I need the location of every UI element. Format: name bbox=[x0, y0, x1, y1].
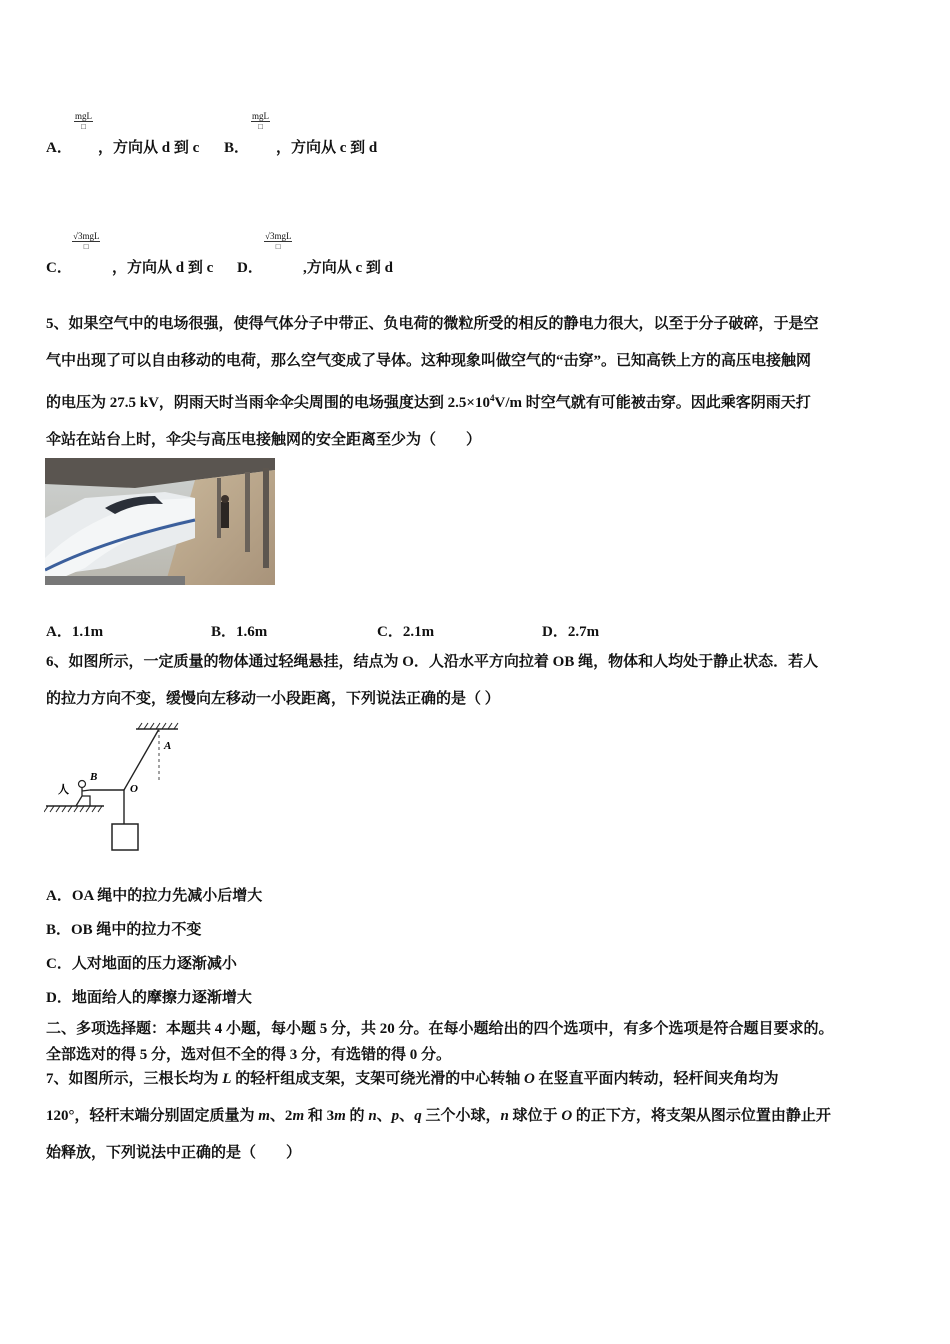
var-o: O bbox=[561, 1108, 573, 1124]
high-speed-train-photo bbox=[45, 458, 275, 585]
fraction-denominator: □ bbox=[83, 242, 89, 251]
label-b: B bbox=[90, 771, 98, 783]
q6-option-d: D．地面给人的摩擦力逐渐增大 bbox=[46, 990, 252, 1006]
var-p: p bbox=[391, 1108, 400, 1124]
q7-text: 7、如图所示，三根长均为 bbox=[46, 1071, 223, 1087]
q7-text: 和 3 bbox=[304, 1108, 335, 1124]
var-m: m bbox=[258, 1108, 270, 1124]
option-a-fraction bbox=[74, 111, 93, 132]
var-o: O bbox=[523, 1071, 535, 1087]
q5-line-3-a: 的电压为 27.5 kV，阴雨天时当雨伞伞尖周围的电场强度达到 2.5×10 bbox=[46, 395, 490, 411]
option-c-label: C． bbox=[46, 260, 72, 276]
q5-option-d: D．2.7m bbox=[542, 624, 600, 640]
var-l: L bbox=[222, 1071, 232, 1087]
fraction-numerator: √3mgL bbox=[265, 231, 292, 241]
fraction-denominator: □ bbox=[81, 122, 86, 131]
question-7-text bbox=[46, 1061, 908, 1172]
label-o: O bbox=[130, 783, 138, 795]
q7-text: 、2 bbox=[269, 1108, 293, 1124]
option-b-label: B． bbox=[224, 140, 250, 156]
var-m: m bbox=[292, 1108, 305, 1124]
q6-line-1: 6、如图所示，一定质量的物体通过轻绳悬挂，结点为 O．人沿水平方向拉着 OB 绳，物体和人均处于静止状态．若人 bbox=[46, 654, 819, 670]
q5-line-2: 气中出现了可以自由移动的电荷，那么空气变成了导体。这种现象叫做空气的“击穿”。已知高铁上方的高压电接触网 bbox=[46, 353, 812, 369]
rope-person-diagram bbox=[44, 722, 184, 854]
var-q: q bbox=[414, 1108, 422, 1124]
var-n: n bbox=[368, 1108, 377, 1124]
q6-line-2: 的拉力方向不变，缓慢向左移动一小段距离，下列说法正确的是（ ） bbox=[46, 691, 500, 707]
section-2-line-2: 全部选对的得 5 分，选对但不全的得 3 分，有选错的得 0 分。 bbox=[46, 1047, 452, 1063]
option-c-fraction bbox=[72, 231, 100, 252]
option-b-fraction bbox=[251, 111, 270, 132]
q5-line-1: 5、如果空气中的电场很强，使得气体分子中带正、负电荷的微粒所受的相反的静电力很大，以至于分子破碎，于是空 bbox=[46, 316, 819, 332]
q7-text: 的正下方，将支架从图示位置由静止开 bbox=[572, 1108, 831, 1124]
q7-text: 、 bbox=[376, 1108, 392, 1124]
q5-option-a: A．1.1m bbox=[46, 624, 104, 640]
var-n: n bbox=[500, 1108, 509, 1124]
var-m: m bbox=[334, 1108, 346, 1124]
q5-line-3 bbox=[46, 380, 908, 422]
option-b-text: ，方向从 c 到 d bbox=[276, 140, 378, 156]
q7-text: 的轻杆组成支架，支架可绕光滑的中心转轴 bbox=[231, 1071, 524, 1087]
q7-text: 的 bbox=[345, 1108, 369, 1124]
option-d-fraction bbox=[264, 231, 292, 252]
section-2-line-1: 二、多项选择题：本题共 4 小题，每小题 5 分，共 20 分。在每小题给出的四个选项中，有多个选项是符合题目要求的。 bbox=[46, 1021, 834, 1037]
q7-text: 三个小球， bbox=[421, 1108, 501, 1124]
label-person: 人 bbox=[58, 783, 69, 796]
q6-option-c: C．人对地面的压力逐渐减小 bbox=[46, 956, 237, 972]
fraction-denominator: □ bbox=[258, 122, 263, 131]
q7-line-3: 始释放，下列说法中正确的是（ ） bbox=[46, 1145, 302, 1161]
option-a-text: ，方向从 d 到 c bbox=[98, 140, 200, 156]
option-d-text: ,方向从 c 到 d bbox=[303, 260, 394, 276]
option-a-label: A． bbox=[46, 140, 72, 156]
q7-text: 球位于 bbox=[508, 1108, 562, 1124]
option-d-label: D． bbox=[237, 260, 263, 276]
question-6-text bbox=[46, 644, 908, 718]
fraction-numerator: mgL bbox=[75, 111, 92, 121]
fraction-numerator: mgL bbox=[252, 111, 269, 121]
q7-text: 、 bbox=[399, 1108, 415, 1124]
q5-option-c: C．2.1m bbox=[377, 624, 435, 640]
superscript-exponent: 4 bbox=[489, 393, 495, 403]
q5-line-3-b: V/m 时空气就有可能被击穿。因此乘客阴雨天打 bbox=[494, 395, 811, 411]
q5-option-b: B．1.6m bbox=[211, 624, 268, 640]
fraction-numerator: √3mgL bbox=[73, 231, 100, 241]
question-5-text bbox=[46, 306, 908, 459]
q7-line-2 bbox=[46, 1098, 908, 1135]
q5-line-4: 伞站在站台上时，伞尖与高压电接触网的安全距离至少为（ ） bbox=[46, 432, 482, 448]
q7-text: 在竖直平面内转动，轻杆间夹角均为 bbox=[534, 1071, 779, 1087]
q6-option-a: A．OA 绳中的拉力先减小后增大 bbox=[46, 888, 263, 904]
fraction-denominator: □ bbox=[275, 242, 281, 251]
label-a: A bbox=[164, 740, 172, 752]
q6-option-b: B．OB 绳中的拉力不变 bbox=[46, 922, 202, 938]
q7-line-1 bbox=[46, 1061, 908, 1098]
q7-text: 120°，轻杆末端分别固定质量为 bbox=[46, 1108, 259, 1124]
option-c-text: ，方向从 d 到 c bbox=[112, 260, 214, 276]
